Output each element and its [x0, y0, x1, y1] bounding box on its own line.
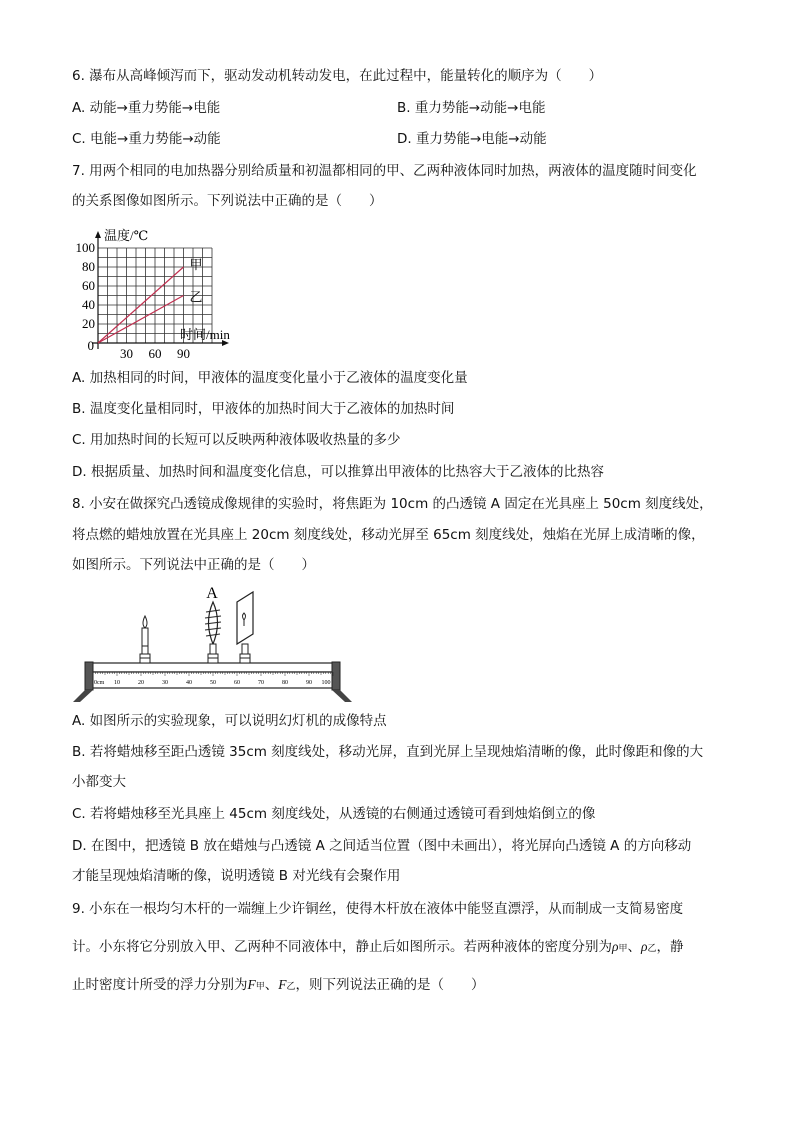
q6-option-c: C. 电能→重力势能→动能	[72, 131, 221, 147]
q7-option-c: C. 用加热时间的长短可以反映两种液体吸收热量的多少	[72, 432, 401, 448]
force-jia-symbol: F	[247, 977, 256, 992]
series-line-yi	[98, 296, 184, 344]
q6-option-d: D. 重力势能→电能→动能	[397, 131, 547, 147]
q8-option-b: B. 若将蜡烛移至距凸透镜 35cm 刻度线处，移动光屏，直到光屏上呈现烛焰清晰的像，此时像距和像的大	[72, 744, 704, 760]
q8-option-d-cont: 才能呈现烛焰清晰的像，说明透镜 B 对光线有会聚作用	[72, 868, 401, 884]
q8-option-d: D. 在图中，把透镜 B 放在蜡烛与凸透镜 A 之间适当位置（图中未画出），将光屏向凸透镜 A 的方向移动	[72, 838, 692, 854]
light-screen	[237, 592, 253, 663]
q8-option-c: C. 若将蜡烛移至光具座上 45cm 刻度线处，从透镜的右侧通过透镜可看到烛焰倒立的像	[72, 806, 596, 822]
candle	[140, 616, 150, 663]
q8-stem-line3: 如图所示。下列说法中正确的是（ ）	[72, 557, 315, 573]
q9-stem-text-d: ，则下列说法正确的是（ ）	[295, 977, 485, 993]
series-label-yi: 乙	[189, 289, 203, 305]
force-jia-subscript: 甲	[255, 982, 265, 992]
q6-stem: 6. 瀑布从高峰倾泻而下，驱动发动机转动发电，在此过程中，能量转化的顺序为（ ）	[72, 68, 603, 84]
temperature-time-chart	[60, 216, 270, 360]
ruler-label-20: 20	[138, 680, 144, 686]
x-tick-label: 30	[120, 346, 133, 360]
lens-a-label: A	[206, 585, 218, 602]
ruler-unit-label: 0cm	[94, 680, 105, 686]
ruler-label-90: 90	[306, 680, 312, 686]
q6-option-b: B. 重力势能→动能→电能	[397, 100, 546, 116]
q8-stem-line2: 将点燃的蜡烛放置在光具座上 20cm 刻度线处，移动光屏至 65cm 刻度线处，烛焰在光屏上成清晰的像，	[72, 527, 705, 543]
convex-lens-a	[205, 602, 221, 663]
q6-option-a: A. 动能→重力势能→电能	[72, 100, 221, 116]
q7-option-b: B. 温度变化量相同时，甲液体的加热时间大于乙液体的加热时间	[72, 401, 455, 417]
ruler-label-50: 50	[210, 680, 216, 686]
y-tick-label: 60	[82, 278, 95, 293]
q7-option-d: D. 根据质量、加热时间和温度变化信息，可以推算出甲液体的比热容大于乙液体的比热容	[72, 464, 604, 480]
q9-stem-text-a: 计。小东将它分别放入甲、乙两种不同液体中，静止后如图所示。若两种液体的密度分别为	[72, 939, 612, 955]
y-axis-arrow	[95, 231, 101, 238]
ruler-label-30: 30	[162, 680, 168, 686]
q9-stem-line3	[72, 975, 485, 997]
q8-option-a: A. 如图所示的实验现象，可以说明幻灯机的成像特点	[72, 713, 387, 729]
ruler-label-40: 40	[186, 680, 192, 686]
rho-jia-symbol: ρ	[612, 939, 619, 954]
y-axis-title: 温度/℃	[104, 228, 149, 243]
q7-stem-line2: 的关系图像如图所示。下列说法中正确的是（ ）	[72, 193, 383, 209]
x-axis-title: 时间/min	[180, 327, 230, 342]
series-label-jia: 甲	[189, 257, 203, 272]
q9-separator-2: 、	[264, 977, 279, 993]
q9-stem-text-b: ，静	[656, 939, 684, 955]
q9-stem-line2	[72, 937, 684, 959]
q9-stem-line1: 9. 小东在一根均匀木杆的一端缠上少许铜丝，使得木杆放在液体中能竖直漂浮，从而制成一支简易密度	[72, 901, 684, 917]
x-tick-label: 90	[177, 346, 190, 360]
origin-label: 0	[87, 338, 94, 353]
y-tick-label: 80	[82, 259, 95, 274]
ruler-label-10: 10	[114, 680, 120, 686]
x-tick-label: 60	[148, 346, 162, 360]
ruler-label-70: 70	[258, 680, 264, 686]
bench-leg-right	[332, 690, 352, 702]
rho-jia-subscript: 甲	[618, 944, 628, 954]
bench-end-left	[85, 662, 93, 690]
ruler-label-60: 60	[234, 680, 240, 686]
rho-yi-subscript: 乙	[647, 944, 657, 954]
force-yi-symbol: F	[278, 977, 287, 992]
q8-option-b-cont: 小都变大	[72, 774, 126, 790]
q7-stem-line1: 7. 用两个相同的电加热器分别给质量和初温都相同的甲、乙两种液体同时加热，两液体的温度随时间变化	[72, 163, 697, 179]
y-tick-label: 100	[75, 240, 95, 255]
q8-stem-line1: 8. 小安在做探究凸透镜成像规律的实验时，将焦距为 10cm 的凸透镜 A 固定在光具座上 50cm 刻度线处，	[72, 496, 713, 512]
rho-yi-symbol: ρ	[641, 939, 648, 954]
q7-option-a: A. 加热相同的时间，甲液体的温度变化量小于乙液体的温度变化量	[72, 370, 468, 386]
ruler-label-100: 100	[321, 680, 331, 686]
optical-bench-figure	[70, 580, 360, 705]
q9-separator-1: 、	[627, 939, 641, 955]
bench-leg-left	[73, 690, 93, 702]
y-tick-label: 20	[82, 316, 95, 331]
bench-rail-top	[90, 663, 335, 672]
ruler-label-80: 80	[282, 680, 288, 686]
q9-stem-text-c: 止时密度计所受的浮力分别为	[72, 977, 248, 993]
force-yi-subscript: 乙	[286, 982, 296, 992]
y-tick-label: 40	[82, 297, 95, 312]
